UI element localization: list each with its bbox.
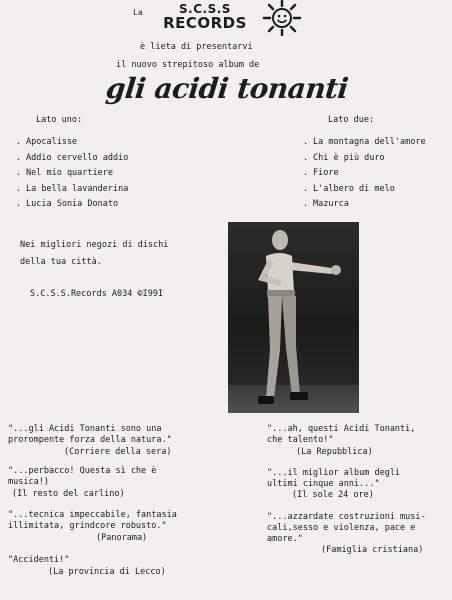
- track-title: La bella lavanderina: [26, 183, 129, 194]
- track-item: [303, 153, 426, 169]
- bullet: .: [16, 183, 22, 194]
- presenting-text: è lieta di presentarvi: [140, 42, 253, 52]
- track-title: Lucia Sonia Donato: [26, 199, 119, 209]
- bullet: .: [16, 137, 22, 147]
- press-quote: "...azzardate costruzioni musi- cali,sesso e violenza, pace e amore.": [267, 512, 426, 544]
- stores-line-1: Nei migliori negozi di dischi: [20, 240, 169, 250]
- brand-line-2: RECORDS: [163, 14, 247, 32]
- new-album-text: il nuovo strepitoso album de: [116, 60, 260, 70]
- side-two-label: Lato due:: [328, 115, 375, 125]
- quote-source: (Il sole 24 ore): [292, 490, 374, 500]
- stores-line-2: della tua città.: [20, 257, 102, 267]
- bullet: .: [303, 183, 309, 194]
- quote-source: (Corriere della sera): [64, 447, 172, 457]
- track-title: Chi è più duro: [313, 152, 385, 163]
- quote-source: (La provincia di Lecco): [48, 567, 166, 577]
- track-item: [16, 168, 128, 184]
- boxer-figure: [228, 222, 359, 413]
- track-item: [303, 168, 426, 184]
- press-quote: "...perbacco! Questa sì che è musica!): [8, 466, 157, 487]
- catalog-year: I99I: [142, 289, 164, 299]
- bullet: .: [303, 152, 309, 163]
- side-one-label: Lato uno:: [36, 115, 83, 125]
- brand-line-1: S.C.S.S: [179, 2, 231, 16]
- track-title: Mazurca: [313, 199, 349, 209]
- boxer-photo: [228, 222, 359, 413]
- track-item: [303, 184, 426, 200]
- track-item: [16, 153, 128, 169]
- track-title: Apocalisse: [26, 137, 78, 147]
- bullet: .: [303, 168, 309, 178]
- album-title: gli acidi tonanti: [104, 72, 350, 105]
- track-item: [16, 137, 128, 153]
- press-quote: "...tecnica impeccabile, fantasia illimitata, grindcore robusto.": [8, 510, 177, 531]
- smiling-sun-icon: [260, 0, 304, 36]
- bullet: .: [16, 168, 22, 178]
- copyright-icon: ©: [137, 289, 143, 299]
- quote-source: (La Repubblica): [296, 447, 373, 457]
- track-item: [303, 137, 426, 153]
- track-title: La montagna dell'amore: [313, 137, 426, 147]
- track-item: [16, 199, 128, 215]
- bullet: .: [16, 199, 22, 209]
- quote-source: (Panorama): [96, 533, 148, 543]
- side-one-tracklist: [16, 137, 128, 215]
- side-two-tracklist: [303, 137, 426, 215]
- track-title: Nel mio quartiere: [26, 168, 113, 178]
- track-title: L'albero di melo: [313, 183, 395, 194]
- press-quote: "...gli Acidi Tonanti sono una prorompente forza della natura.": [8, 424, 172, 445]
- track-title: Addio cervello addio: [26, 152, 129, 163]
- press-quote: "...ah, questi Acidi Tonanti, che talento!": [267, 424, 416, 445]
- track-item: [303, 199, 426, 215]
- bullet: .: [16, 152, 22, 163]
- press-quote: "...il miglior album degli ultimi cinque anni...": [267, 468, 401, 489]
- quote-source: (Famiglia cristiana): [321, 545, 424, 555]
- bullet: .: [303, 137, 309, 147]
- quote-source: (Il resto del carlino): [12, 489, 125, 499]
- track-title: Fiore: [313, 168, 339, 178]
- header-la: La: [133, 8, 143, 17]
- track-item: [16, 184, 128, 200]
- bullet: .: [303, 199, 309, 209]
- brand-logo: [163, 2, 247, 30]
- press-quote: "Accidenti!": [8, 555, 70, 565]
- catalog-label: S.C.S.S.Records A034: [30, 289, 133, 299]
- catalog-line: [30, 289, 163, 300]
